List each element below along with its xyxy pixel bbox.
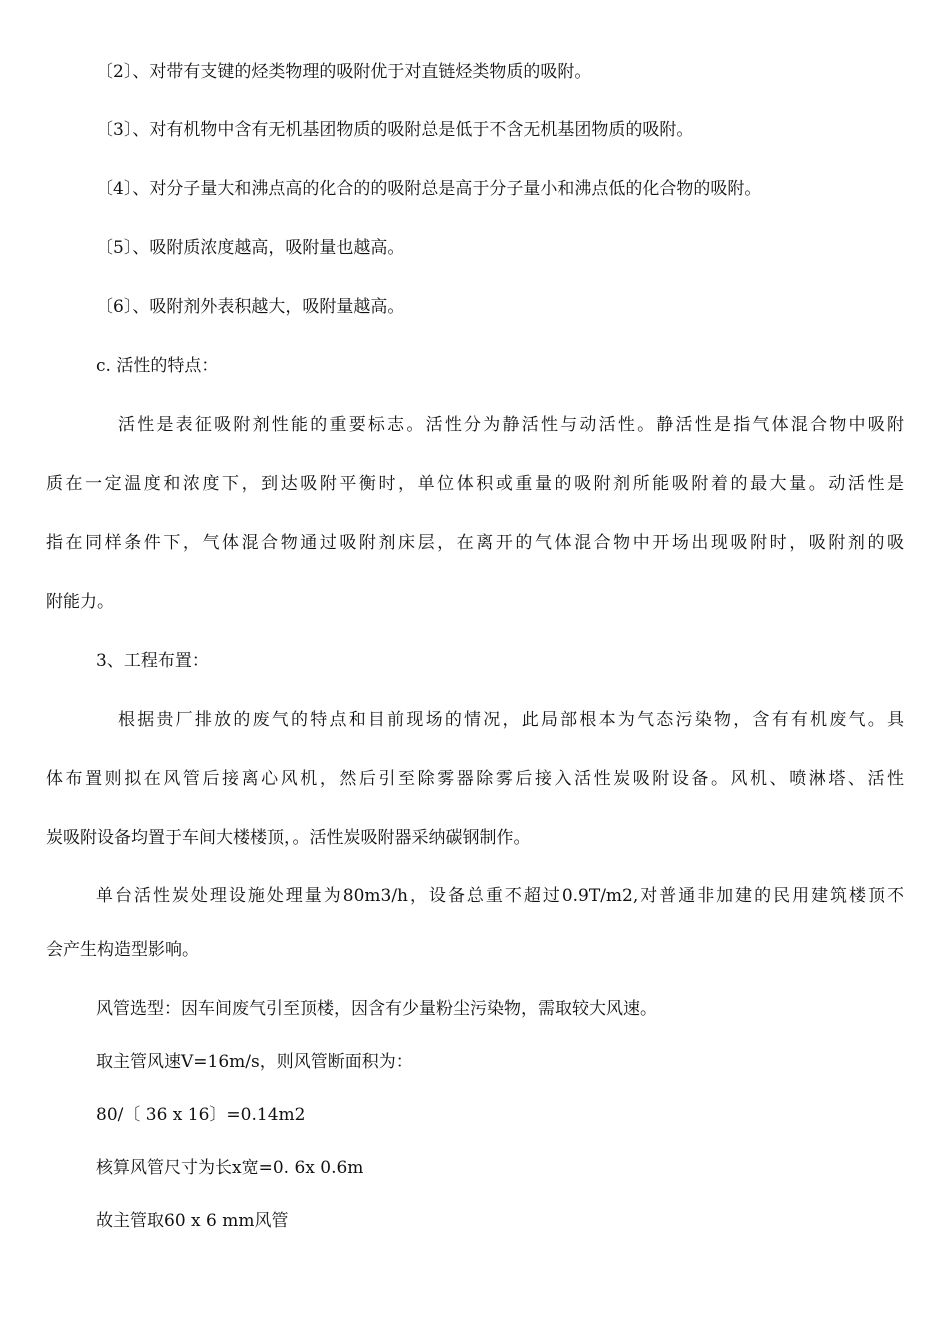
layout-paragraph-line-3: 炭吸附设备均置于车间大楼楼顶，。活性炭吸附器采纳碳钢制作。 [46, 828, 531, 848]
capacity-paragraph-line-2: 会产生构造型影响。 [46, 940, 199, 960]
capacity-paragraph-line-1: 单台活性炭处理设施处理量为80m3/h，设备总重不超过0.9T/m2,对普通非加建的民用建筑楼顶不 [96, 886, 904, 906]
main-duct-velocity-line: 取主管风速V=16m/s，则风管断面积为： [96, 1052, 413, 1072]
activity-paragraph-line-3: 指在同样条件下，气体混合物通过吸附剂床层，在离开的气体混合物中开场出现吸附时，吸附剂的吸 [46, 533, 904, 553]
duct-selection-line: 风管选型：因车间废气引至顶楼，因含有少量粉尘污染物，需取较大风速。 [96, 999, 657, 1019]
list-item-3: 〔3〕、对有机物中含有无机基团物质的吸附总是低于不含无机基团物质的吸附。 [96, 120, 694, 140]
list-item-5: 〔5〕、吸附质浓度越高，吸附量也越高。 [96, 238, 405, 258]
heading-activity-features: c. 活性的特点： [96, 356, 219, 376]
activity-paragraph-line-1: 活性是表征吸附剂性能的重要标志。活性分为静活性与动活性。静活性是指气体混合物中吸附 [118, 415, 904, 435]
layout-paragraph-line-2: 体布置则拟在风管后接离心风机，然后引至除雾器除雾后接入活性炭吸附设备。风机、喷淋塔、活性 [46, 769, 904, 789]
heading-engineering-layout: 3、工程布置： [96, 651, 209, 671]
duct-size-check-line: 核算风管尺寸为长x宽=0. 6x 0.6m [96, 1158, 364, 1178]
main-duct-choice-line: 故主管取60 x 6 mm风管 [96, 1211, 289, 1231]
list-item-4: 〔4〕、对分子量大和沸点高的化合的的吸附总是高于分子量小和沸点低的化合物的吸附。 [96, 179, 762, 199]
list-item-2: 〔2〕、对带有支键的烃类物理的吸附优于对直链烃类物质的吸附。 [96, 62, 592, 82]
activity-paragraph-line-2: 质在一定温度和浓度下，到达吸附平衡时，单位体积或重量的吸附剂所能吸附着的最大量。动活性是 [46, 474, 904, 494]
cross-section-area-line: 80/〔 36 x 16〕=0.14m2 [96, 1105, 306, 1125]
layout-paragraph-line-1: 根据贵厂排放的废气的特点和目前现场的情况，此局部根本为气态污染物，含有有机废气。具 [118, 710, 904, 730]
activity-paragraph-line-4: 附能力。 [46, 592, 114, 612]
list-item-6: 〔6〕、吸附剂外表积越大，吸附量越高。 [96, 297, 405, 317]
